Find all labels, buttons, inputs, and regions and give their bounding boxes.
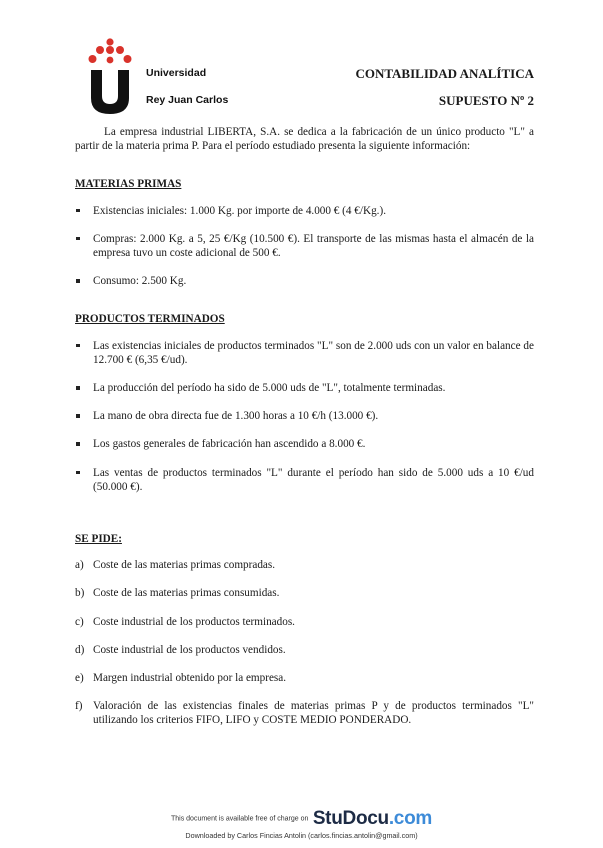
intro-paragraph: La empresa industrial LIBERTA, S.A. se dedica a la fabricación de un único producto "L" a partir de la materia prima P. Para el período estudiado presenta la siguiente información: [75,126,534,153]
finished-products-list [75,339,534,494]
list-item: Compras: 2.000 Kg. a 5, 25 €/Kg (10.500 €). El transporte de las mismas hasta el almacén de la empresa tuvo un coste adicional de 500 €. [75,232,534,260]
course-title: CONTABILIDAD ANALÍTICA [355,66,534,81]
item-letter: a) [75,559,84,572]
raw-materials-list [75,204,534,289]
list-item [75,643,534,657]
requests-list [75,558,534,727]
list-item [75,558,534,572]
university-name-line2: Rey Juan Carlos [146,94,229,106]
list-item [75,671,534,685]
list-item: La producción del período ha sido de 5.000 uds de "L", totalmente terminadas. [75,381,534,395]
document-body [75,125,534,728]
availability-text: This document is available free of charge on [171,815,309,823]
item-text: Coste de las materias primas compradas. [93,559,276,572]
list-item: Las ventas de productos terminados "L" durante el período han sido de 5.000 uds a 10 €/ud (50.000 €). [75,466,534,494]
university-logo [88,38,132,116]
footer-availability [0,808,603,830]
item-letter: e) [75,672,84,685]
footer-downloaded-by: Downloaded by Carlos Fincias Antolin (carlos.fincias.antolin@gmail.com) [185,831,418,840]
list-item: Las existencias iniciales de productos terminados "L" son de 2.000 uds con un valor en balance de 12.700 € (6,35 €/ud). [75,339,534,367]
list-item: Consumo: 2.500 Kg. [75,274,534,288]
list-item: Existencias iniciales: 1.000 Kg. por importe de 4.000 € (4 €/Kg.). [75,204,534,218]
item-letter: f) [75,700,83,713]
section-title-finished-products: PRODUCTOS TERMINADOS [75,313,225,326]
item-text: Margen industrial obtenido por la empresa. [93,672,287,685]
list-item: Los gastos generales de fabricación han ascendido a 8.000 €. [75,437,534,451]
list-item [75,586,534,600]
brand-domain: .com [388,808,432,829]
item-text: Coste de las materias primas consumidas. [93,587,280,600]
studocu-logo[interactable] [313,808,432,829]
section-title-raw-materials: MATERIAS PRIMAS [75,178,182,191]
item-text: Valoración de las existencias finales de materias primas P y de productos terminados "L" utilizando los criterios FIFO, LIFO y COSTE MEDIO PONDERADO. [93,700,534,727]
list-item [75,699,534,727]
item-letter: c) [75,615,84,628]
university-name-line1: Universidad [146,67,207,79]
list-item [75,615,534,629]
item-text: Coste industrial de los productos terminados. [93,615,295,628]
brand-name: StuDocu [312,808,389,829]
item-text: Coste industrial de los productos vendidos. [93,643,286,656]
list-item: La mano de obra directa fue de 1.300 horas a 10 €/h (13.000 €). [75,409,534,423]
item-letter: b) [75,587,85,600]
exercise-title: SUPUESTO Nº 2 [438,93,534,108]
item-letter: d) [75,643,85,656]
section-title-requests: SE PIDE: [75,533,122,546]
